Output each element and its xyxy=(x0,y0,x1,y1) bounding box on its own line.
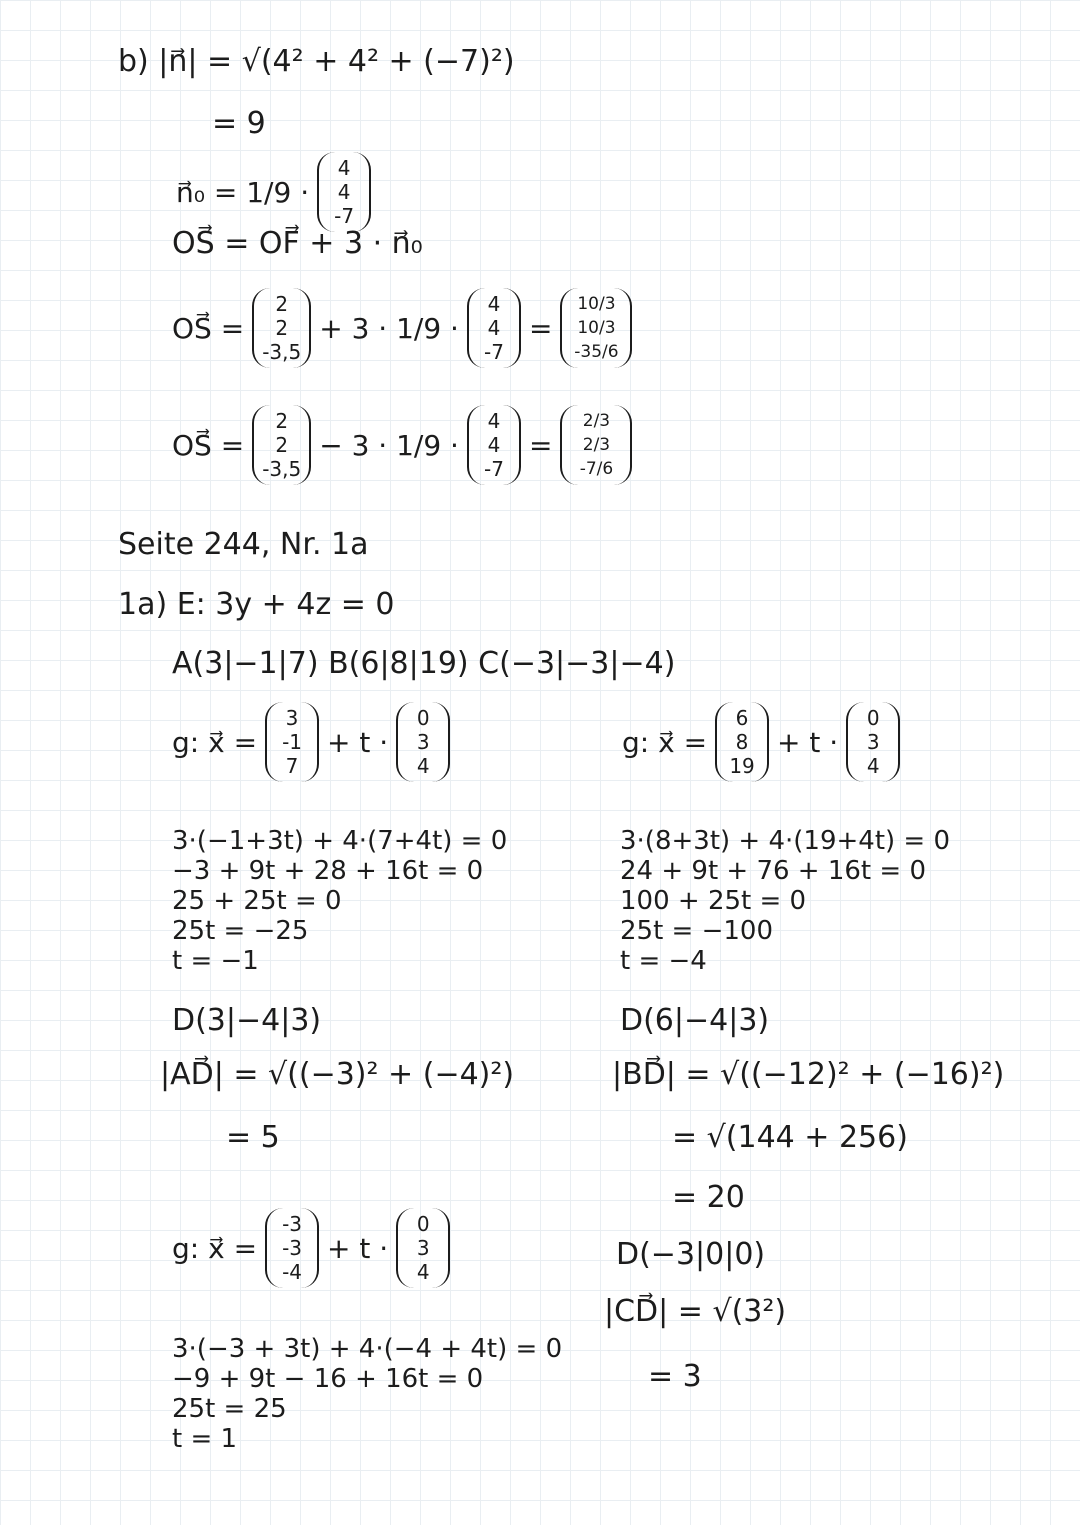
cd-result: = 3 xyxy=(648,1359,702,1394)
calc1-line: 25 + 25t = 0 xyxy=(172,886,342,916)
calc1-line: 3·(−1+3t) + 4·(7+4t) = 0 xyxy=(172,826,508,856)
point-d3: D(−3|0|0) xyxy=(616,1237,766,1272)
os-minus-v1: 2 2 -3,5 xyxy=(252,405,311,485)
g1-point: 3 -1 7 xyxy=(265,702,319,782)
unit-normal-prefix: n⃗₀ = 1/9 · xyxy=(176,175,310,209)
unit-normal xyxy=(172,152,375,232)
os-minus-v2: 4 4 -7 xyxy=(467,405,521,485)
os-plus-result: 10/3 10/3 -35/6 xyxy=(560,288,632,368)
os-formula: OS⃗ = OF⃗ + 3 · n⃗₀ xyxy=(172,226,423,261)
calc1-line: t = −1 xyxy=(172,946,259,976)
g2-point: 6 8 19 xyxy=(715,702,769,782)
calc3-line: t = 1 xyxy=(172,1424,238,1454)
line-g2: g: x⃗ = 6 8 19 + t · 0 3 4 xyxy=(618,702,904,782)
os-plus-equation: OS⃗ = 2 2 -3,5 + 3 · 1/9 · 4 4 -7 = 10/3 10/3 -35/6 xyxy=(168,288,636,368)
ad-length: |AD⃗| = √((−3)² + (−4)²) xyxy=(160,1057,515,1092)
point-d2: D(6|−4|3) xyxy=(620,1003,770,1038)
calc3-line: −9 + 9t − 16 + 16t = 0 xyxy=(172,1364,484,1394)
os-plus-v1: 2 2 -3,5 xyxy=(252,288,311,368)
ad-result: = 5 xyxy=(226,1120,280,1155)
norm-result: = 9 xyxy=(212,106,266,141)
g2-direction: 0 3 4 xyxy=(846,702,900,782)
g3-point: -3 -3 -4 xyxy=(265,1208,319,1288)
calc1-line: 25t = −25 xyxy=(172,916,309,946)
bd-step: = √(144 + 256) xyxy=(672,1120,908,1155)
g1-direction: 0 3 4 xyxy=(396,702,450,782)
calc2-line: 24 + 9t + 76 + 16t = 0 xyxy=(620,856,926,886)
calc3-line: 3·(−3 + 3t) + 4·(−4 + 4t) = 0 xyxy=(172,1334,563,1364)
section-heading: Seite 244, Nr. 1a xyxy=(118,527,369,562)
calc2-line: 3·(8+3t) + 4·(19+4t) = 0 xyxy=(620,826,951,856)
os-minus-equation: OS⃗ = 2 2 -3,5 − 3 · 1/9 · 4 4 -7 = 2/3 2/3 -7/6 xyxy=(168,405,636,485)
g3-direction: 0 3 4 xyxy=(396,1208,450,1288)
cd-length: |CD⃗| = √(3²) xyxy=(604,1294,787,1329)
os-plus-v2: 4 4 -7 xyxy=(467,288,521,368)
point-d1: D(3|−4|3) xyxy=(172,1003,322,1038)
os-minus-result: 2/3 2/3 -7/6 xyxy=(560,405,632,485)
calc2-line: t = −4 xyxy=(620,946,707,976)
bd-result: = 20 xyxy=(672,1180,745,1215)
calc1-line: −3 + 9t + 28 + 16t = 0 xyxy=(172,856,484,886)
line-g1: g: x⃗ = 3 -1 7 + t · 0 3 4 xyxy=(168,702,454,782)
bd-length: |BD⃗| = √((−12)² + (−16)²) xyxy=(612,1057,1005,1092)
unit-normal-vector: 4 4 -7 xyxy=(317,152,371,232)
line-g3: g: x⃗ = -3 -3 -4 + t · 0 3 4 xyxy=(168,1208,454,1288)
points-line: A(3|−1|7) B(6|8|19) C(−3|−3|−4) xyxy=(172,646,676,681)
norm-line: b) |n⃗| = √(4² + 4² + (−7)²) xyxy=(118,44,515,79)
calc3-line: 25t = 25 xyxy=(172,1394,287,1424)
calc2-line: 100 + 25t = 0 xyxy=(620,886,807,916)
plane-equation: 1a) E: 3y + 4z = 0 xyxy=(118,587,395,622)
calc2-line: 25t = −100 xyxy=(620,916,774,946)
